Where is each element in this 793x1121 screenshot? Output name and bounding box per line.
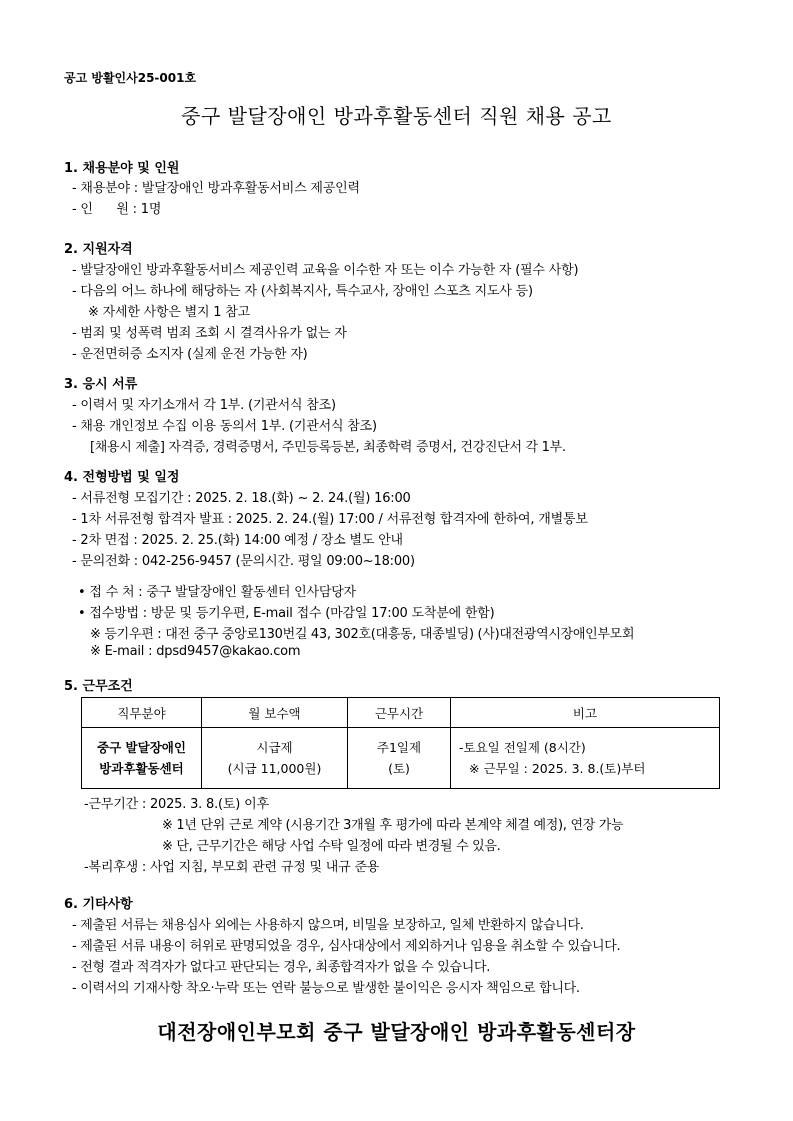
col-header-note: 비고 [451,698,720,728]
cell-hours-line: (토) [388,761,410,776]
list-item: - 다음의 어느 하나에 해당하는 자 (사회복지사, 특수교사, 장애인 스포츠 지도사 등) [72,284,533,299]
list-item: - 인 원 : 1명 [72,202,162,217]
section-4-heading: 4. 전형방법 및 일정 [64,470,180,485]
cell-pay-line: 시급제 [256,740,293,755]
cell-hours [348,728,451,789]
work-period-note: ※ 단, 근무기간은 해당 사업 수탁 일정에 따라 변경될 수 있음. [162,839,501,854]
table-header-row [82,698,720,728]
col-header-job: 직무분야 [82,698,202,728]
section-3-heading: 3. 응시 서류 [64,377,138,392]
issuer-signature: 대전장애인부모회 중구 발달장애인 방과후활동센터장 [157,1020,636,1044]
document-number: 공고 방활인사25-001호 [64,71,197,85]
work-conditions-table [81,697,720,789]
bullet-item: • 접 수 처 : 중구 발달장애인 활동센터 인사담당자 [78,585,356,600]
section-1-heading: 1. 채용분야 및 인원 [64,161,180,176]
list-item: - 제출된 서류는 채용심사 외에는 사용하지 않으며, 비밀을 보장하고, 일체 반환하지 않습니다. [72,918,584,933]
list-item: - 2차 면접 : 2025. 2. 25.(화) 14:00 예정 / 장소 별도 안내 [72,533,403,548]
welfare: -복리후생 : 사업 지침, 부모회 관련 규정 및 내규 준용 [84,860,380,875]
list-item: - 이력서 및 자기소개서 각 1부. (기관서식 참조) [72,398,336,413]
list-item: - 채용 개인정보 수집 이용 동의서 1부. (기관서식 참조) [72,419,377,434]
list-item: - 운전면허증 소지자 (실제 운전 가능한 자) [72,347,308,362]
cell-note-line: ※ 근무일 : 2025. 3. 8.(토)부터 [469,761,646,776]
col-header-pay: 월 보수액 [202,698,348,728]
list-item-note: [채용시 제출] 자격증, 경력증명서, 주민등록등본, 최종학력 증명서, 건강진단서 각 1부. [90,440,566,455]
work-period: -근무기간 : 2025. 3. 8.(토) 이후 [84,797,269,812]
list-item: - 전형 결과 적격자가 없다고 판단되는 경우, 최종합격자가 없을 수 있습니다. [72,960,491,975]
section-6-heading: 6. 기타사항 [64,897,133,912]
col-header-hours: 근무시간 [348,698,451,728]
list-item: - 이력서의 기재사항 착오·누락 또는 연락 불능으로 발생한 불이익은 응시자 책임으로 합니다. [72,981,580,996]
list-item: - 서류전형 모집기간 : 2025. 2. 18.(화) ~ 2. 24.(월) 16:00 [72,491,411,506]
cell-pay-line: (시급 11,000원) [227,761,322,776]
cell-job-line: 방과후활동센터 [99,761,184,776]
cell-hours-line: 주1일제 [376,740,422,755]
cell-job-line: 중구 발달장애인 [97,740,186,755]
cell-note [451,728,720,789]
section-5-heading: 5. 근무조건 [64,679,133,694]
cell-pay [202,728,348,789]
list-item-note: ※ 자세한 사항은 별지 1 참고 [88,305,251,320]
bullet-item: • 접수방법 : 방문 및 등기우편, E-mail 접수 (마감일 17:00 도착분에 한함) [78,606,495,621]
cell-job [82,728,202,789]
list-item: - 1차 서류전형 합격자 발표 : 2025. 2. 24.(월) 17:00 / 서류전형 합격자에 한하여, 개별통보 [72,512,588,527]
list-item: - 제출된 서류 내용이 허위로 판명되었을 경우, 심사대상에서 제외하거나 임용을 취소할 수 있습니다. [72,939,621,954]
list-item: - 문의전화 : 042-256-9457 (문의시간. 평일 09:00~18:00) [72,554,415,569]
cell-note-line: -토요일 전일제 (8시간) [459,740,586,755]
email-note: ※ E-mail : dpsd9457@kakao.com [90,644,301,659]
list-item: - 채용분야 : 발달장애인 방과후활동서비스 제공인력 [72,181,360,196]
work-period-note: ※ 1년 단위 근로 계약 (시용기간 3개월 후 평가에 따라 본계약 체결 예정), 연장 가능 [162,818,624,833]
section-2-heading: 2. 지원자격 [64,242,133,257]
list-item: - 범죄 및 성폭력 범죄 조회 시 결격사유가 없는 자 [72,326,347,341]
list-item: - 발달장애인 방과후활동서비스 제공인력 교육을 이수한 자 또는 이수 가능한 자 (필수 사항) [72,263,579,278]
page-title: 중구 발달장애인 방과후활동센터 직원 채용 공고 [181,104,612,128]
table-row [82,728,720,789]
mail-address-note: ※ 등기우편 : 대전 중구 중앙로130번길 43, 302호(대흥동, 대종빌딩) (사)대전광역시장애인부모회 [90,627,635,642]
